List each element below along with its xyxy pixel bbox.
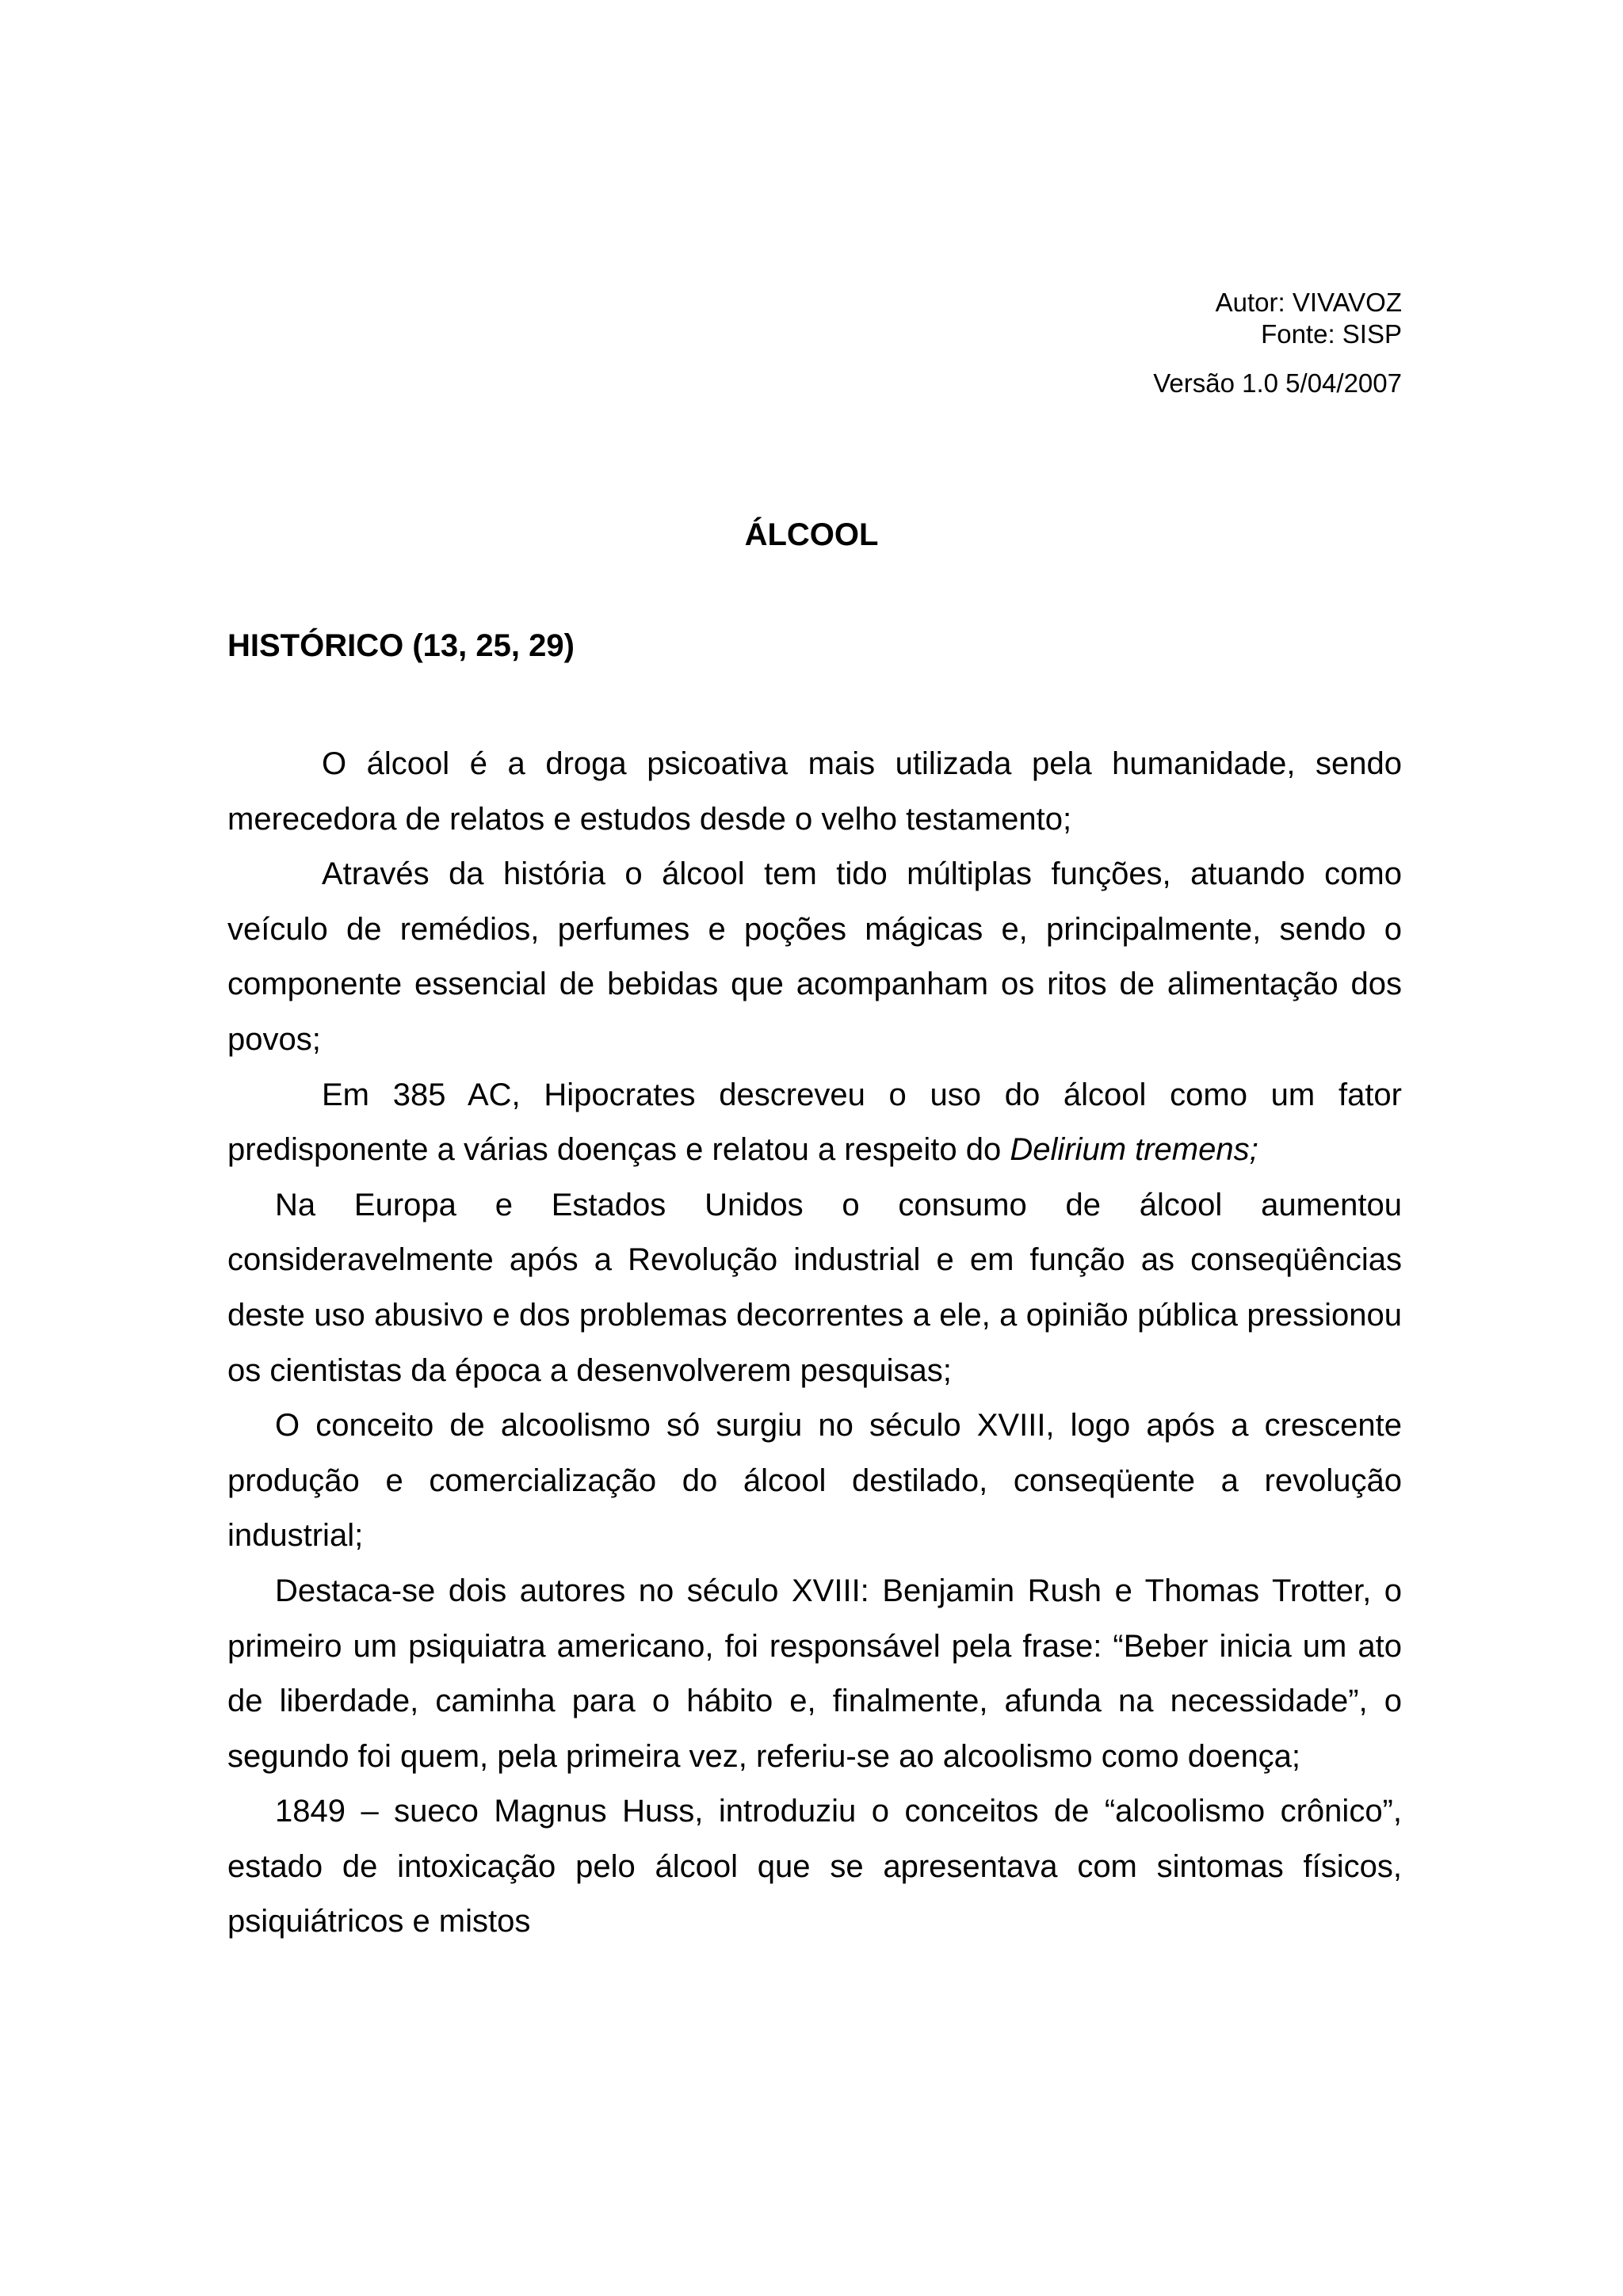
paragraph-3-italic: Delirium tremens; (1010, 1132, 1258, 1168)
paragraph-3 (227, 1068, 1402, 1178)
version-line: Versão 1.0 5/04/2007 (1153, 368, 1402, 398)
author-line: Autor: VIVAVOZ (1215, 288, 1402, 317)
section-body (227, 737, 1402, 1950)
document-metadata (1153, 287, 1402, 399)
paragraph-5: O conceito de alcoolismo só surgiu no século XVIII, logo após a crescente produção e comercialização do álcool destilado, conseqüente a revolução industrial; (227, 1408, 1402, 1554)
paragraph-3-text: Em 385 AC, Hipocrates descreveu o uso do álcool como um fator predisponente a várias doenças e relatou a respeito do (227, 1077, 1402, 1168)
section-heading: HISTÓRICO (13, 25, 29) (227, 628, 575, 663)
paragraph-6: Destaca-se dois autores no século XVIII: Benjamin Rush e Thomas Trotter, o primeiro um psiquiatra americano, foi responsável pela frase: “Beber inicia um ato de liberdade, caminha para o hábito e, finalmente, afunda na necessidade”, o segundo foi quem, pela primeira vez, referiu-se ao alcoolismo como doença; (227, 1573, 1402, 1774)
source-line: Fonte: SISP (1261, 319, 1402, 349)
document-title: ÁLCOOL (744, 517, 879, 552)
paragraph-2: Através da história o álcool tem tido múltiplas funções, atuando como veículo de remédios, perfumes e poções mágicas e, principalmente, sendo o componente essencial de bebidas que acompanham os ritos de alimentação dos povos; (227, 856, 1402, 1057)
paragraph-4: Na Europa e Estados Unidos o consumo de álcool aumentou consideravelmente após a Revolução industrial e em função as conseqüências deste uso abusivo e dos problemas decorrentes a ele, a opinião pública pressionou os cientistas da época a desenvolverem pesquisas; (227, 1187, 1402, 1388)
paragraph-7: 1849 – sueco Magnus Huss, introduziu o conceitos de “alcoolismo crônico”, estado de intoxicação pelo álcool que se apresentava com sintomas físicos, psiquiátricos e mistos (227, 1794, 1402, 1939)
paragraph-1: O álcool é a droga psicoativa mais utilizada pela humanidade, sendo merecedora de relatos e estudos desde o velho testamento; (227, 746, 1402, 837)
